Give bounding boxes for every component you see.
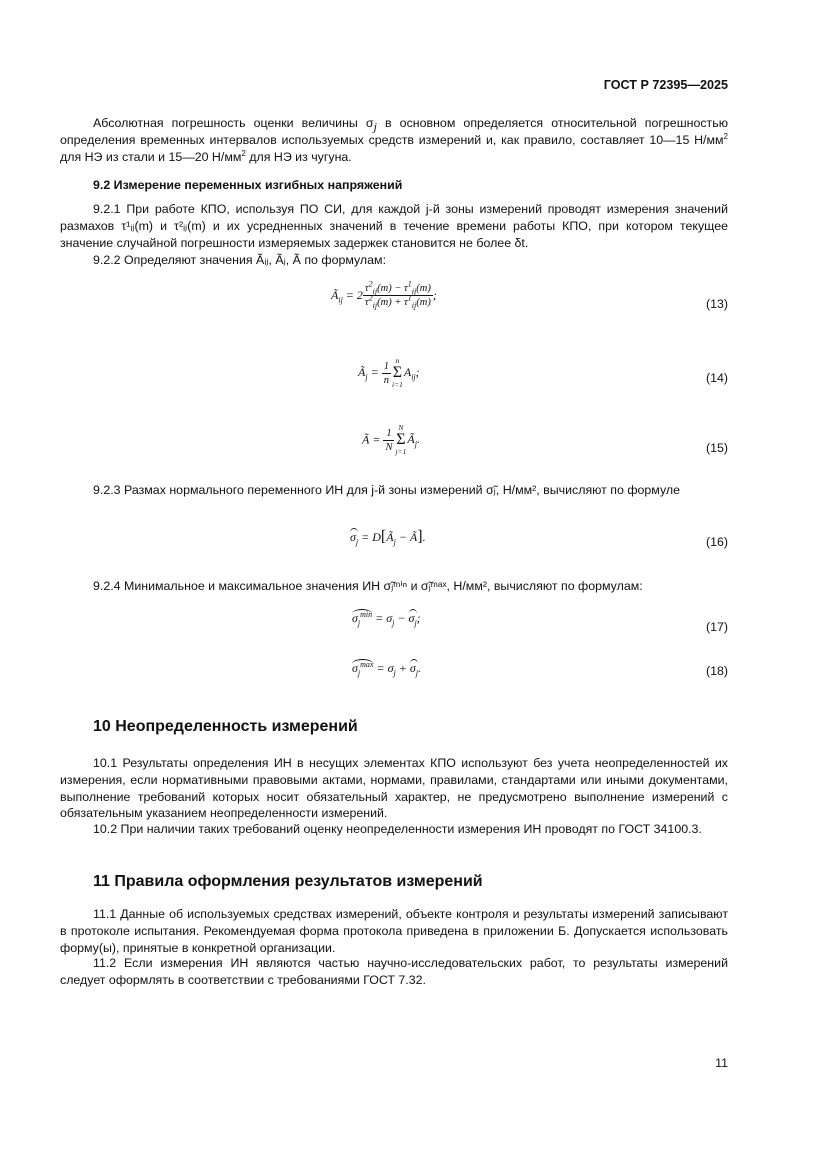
- paragraph-11-2: 11.2 Если измерения ИН являются частью научно-исследовательских работ, то результаты измерений следует оформлять в соответствии с требованиями ГОСТ 7.32.: [60, 956, 728, 987]
- paragraph-9-2-3: 9.2.3 Размах нормального переменного ИН для j-й зоны измерений σ̃ⱼ, Н/мм², вычисляют по формуле: [93, 483, 681, 497]
- paragraph-10-2: 10.2 При наличии таких требований оценку неопределенности измерения ИН проводят по ГОСТ 34100.3.: [93, 822, 702, 836]
- section-11-heading: 11 Правила оформления результатов измерений: [93, 873, 483, 890]
- formula-16: $\sigma_j$ = $D[Ã_j$ − Ã].: [350, 528, 426, 547]
- equation-number-18: (18): [705, 664, 728, 678]
- formula-14: $Ã_j$ = $\frac{1}{n}$ n Σ i=1 $A_{ij}$;: [358, 356, 420, 389]
- equation-number-14: (14): [705, 371, 728, 385]
- document-header: ГОСТ Р 72395—2025: [603, 78, 728, 92]
- paragraph-10-1: 10.1 Результаты определения ИН в несущих элементах КПО используют без учета неопределенностей их измерения, если нормативными правовыми актами, нормами, правилами, стандартами или иными документами, выполнение требований которых носит обязательный характер, не предусмотрено выполнение измерений с обязательным указанием неопределенности измерений.: [60, 756, 728, 821]
- formula-18: $\sigma_j^{max} = \sigma_j + \sigma_j$.: [352, 660, 421, 678]
- equation-number-15: (15): [705, 441, 728, 455]
- section-10-heading: 10 Неопределенность измерений: [93, 718, 358, 735]
- formula-17: $\sigma_j^{min} = \sigma_j - \sigma_j$;: [352, 610, 421, 628]
- equation-number-13: (13): [705, 297, 728, 311]
- paragraph-9-2-2: 9.2.2 Определяют значения Ãᵢⱼ, Ãⱼ, Ã по формулам:: [93, 253, 387, 267]
- formula-15: Ã = $\frac{1}{N}$ N Σ j=1 $Ã_j$.: [362, 423, 420, 456]
- section-9-2-heading: 9.2 Измерение переменных изгибных напряжений: [93, 178, 403, 192]
- intro-paragraph: Абсолютная погрешность оценки величины $\sigma_j$ в основном определяется относительной погрешностью определения временных интервалов используемых средств измерений и, как правило, составляет 10—15 $Н/мм^2$ для НЭ из стали и 15—20 $Н/мм^2$ для НЭ из чугуна.: [60, 116, 728, 164]
- paragraph-9-2-4: 9.2.4 Минимальное и максимальное значения ИН σ̃ⱼᵐⁱⁿ и σ̃ⱼᵐᵃˣ, Н/мм², вычисляют по формулам:: [93, 579, 643, 593]
- paragraph-11-1: 11.1 Данные об используемых средствах измерений, объекте контроля и результаты измерений записывают в протоколе испытания. Рекомендуемая форма протокола приведена в приложении Б. Допускается использовать форму(ы), принятые в конкретной организации.: [60, 907, 728, 955]
- paragraph-9-2-1: 9.2.1 При работе КПО, используя ПО СИ, для каждой j-й зоны измерений проводят измерения значений размахов τ¹ᵢⱼ(m) и τ²ᵢⱼ(m) и их усредненных значений в течение времени работы КПО, при котором текущее значение случайной погрешности измеряемых задержек становится не более δt.: [60, 202, 728, 250]
- page-number: 11: [715, 1056, 728, 1070]
- equation-number-17: (17): [705, 620, 728, 634]
- formula-13: $Ã_{ij} = 2$ $\frac{\tau^2_{ij}(m) - \tau^1_{ij}(m)}{\tau^2_{ij}(m) + \tau^1_{ij}(m)}$ ;: [331, 279, 437, 311]
- equation-number-16: (16): [705, 535, 728, 549]
